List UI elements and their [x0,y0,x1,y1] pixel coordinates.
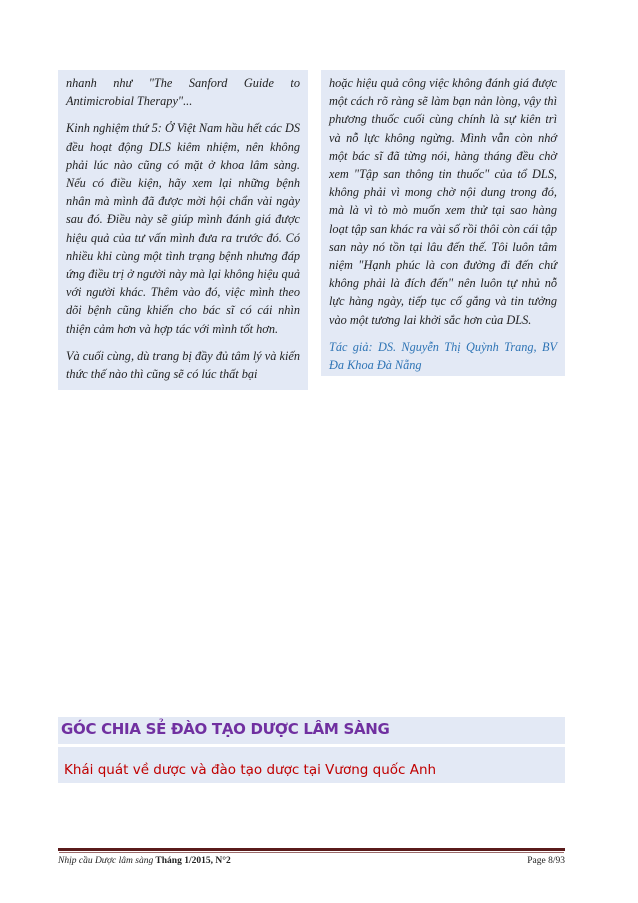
footer-publication-name: Nhịp cầu Dược lâm sàng [58,856,154,866]
left-column [58,70,308,390]
left-paragraph: Kinh nghiệm thứ 5: Ở Việt Nam hầu hết các DS đều hoạt động DLS kiêm nhiệm, nên không phải lúc nào cũng có mặt ở khoa lâm sàng. Nếu có điều kiện, hãy xem lại những bệnh nhân mà mình đã được mời hội chẩn vài ngày sau đó. Điều này sẽ giúp mình đánh giá được hiệu quả của tư vấn mình đưa ra trước đó. Có nhiều khi cùng một tình trạng bệnh nhưng đáp ứng điều trị ở người này mà lại không hiệu quả với người khác. Thêm vào đó, việc mình theo dõi bệnh cũng khiến cho bác sĩ có cái nhìn thiện cảm hơn và hợp tác với mình tốt hơn. [66,121,300,336]
footer-page-number: Page 8/93 [527,856,565,866]
left-paragraph: Và cuối cùng, dù trang bị đầy đủ tâm lý và kiến thức thế nào thì cũng sẽ có lúc thất bại [66,348,300,382]
right-paragraph: hoặc hiệu quả công việc không đánh giá được một cách rõ ràng sẽ làm bạn nản lòng, vậy thì phương thuốc cuối cùng chính là sự kiên trì và nỗ lực không ngừng. Mình vẫn còn nhớ một bác sĩ đã từng nói, hàng tháng đều chờ xem "Tập san thông tin thuốc" của tổ DLS, không phải vì mong chờ nội dung trong đó, mà là vì tò mò muốn xem thử tại sao hàng loạt tập san khác ra vài số rồi thôi còn cái tập san này nó tồn tại lâu đến thế. Tôi luôn tâm niệm "Hạnh phúc là con đường đi đến chứ không phải là đích đến" nên luôn tự nhủ nỗ lực hàng ngày, tiếp tục cố gắng và tin tưởng vào một tương lai khởi sắc hơn của DLS. [329,76,557,327]
author-credit: Tác giả: DS. Nguyễn Thị Quỳnh Trang, BV Đa Khoa Đà Nẵng [329,339,557,373]
footer-rule [58,848,565,851]
right-column [321,70,565,376]
section-header [58,717,565,783]
section-divider [58,744,565,747]
left-paragraph: nhanh như "The Sanford Guide to Antimicrobial Therapy"... [66,76,300,109]
footer-issue: Tháng 1/2015, N°2 [153,856,231,866]
footer-publication [58,856,231,866]
section-title: GÓC CHIA SẺ ĐÀO TẠO DƯỢC LÂM SÀNG [61,720,390,738]
section-subtitle: Khái quát về dược và đào tạo dược tại Vương quốc Anh [64,762,437,778]
